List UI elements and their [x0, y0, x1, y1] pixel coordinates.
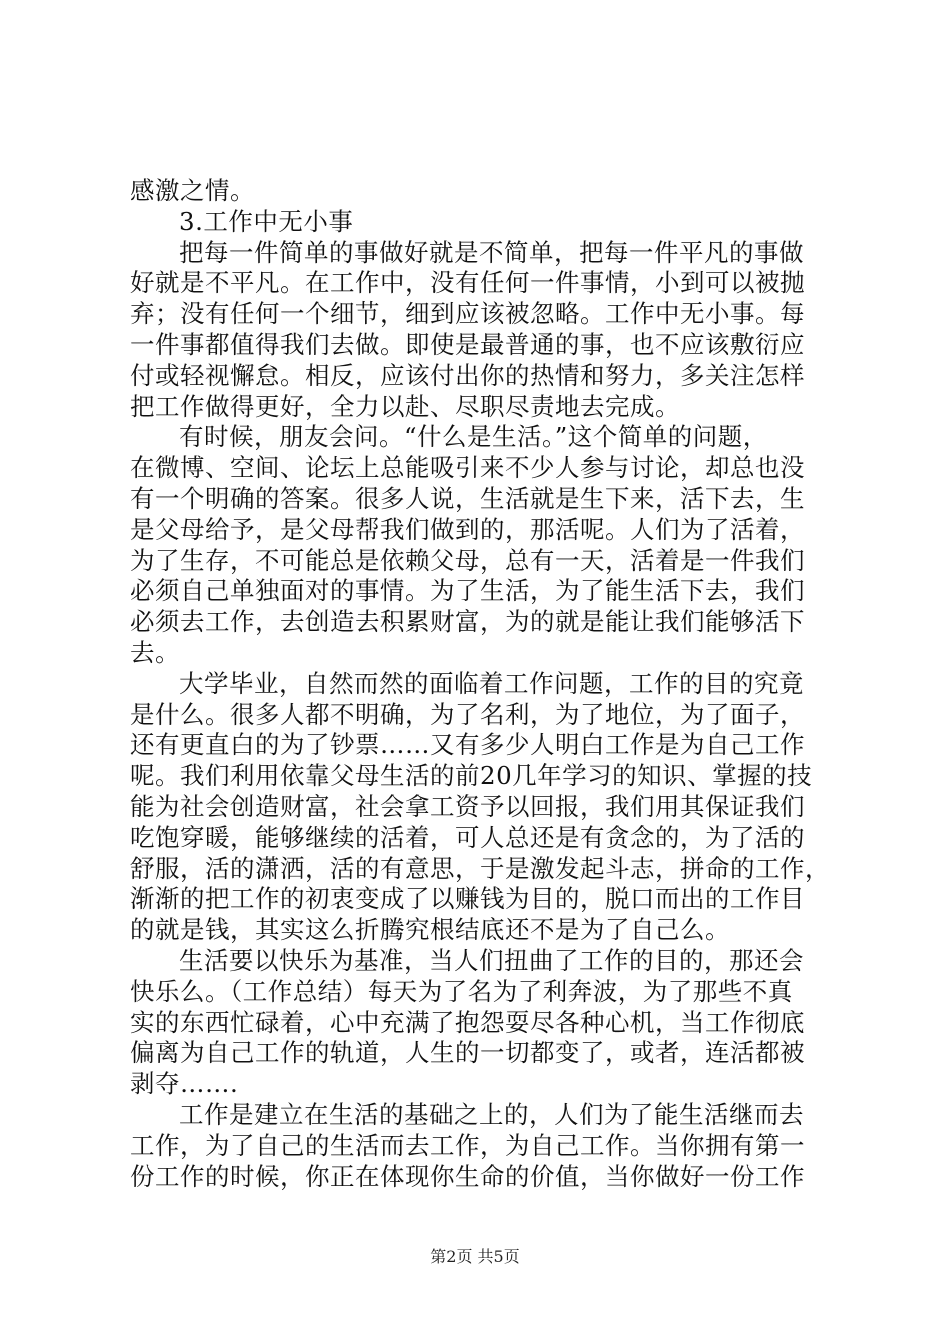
text-line: 一件事都值得我们去做。即使是最普通的事，也不应该敷衍应 — [130, 329, 805, 359]
text-line: 为了生存，不可能总是依赖父母，总有一天，活着是一件我们 — [130, 545, 805, 575]
text-line: 快乐么。（工作总结）每天为了名为了利奔波，为了那些不真 — [130, 976, 793, 1006]
document-body — [130, 176, 830, 1192]
text-line: 必须去工作，去创造去积累财富，为的就是能让我们能够活下 — [130, 607, 805, 637]
text-line: 3.工作中无小事 — [179, 206, 354, 236]
text-line: 大学毕业，自然而然的面临着工作问题，工作的目的究竟 — [179, 668, 804, 698]
text-line: 生活要以快乐为基准，当人们扭曲了工作的目的，那还会 — [179, 945, 804, 975]
text-line: 份工作的时候，你正在体现你生命的价值，当你做好一份工作 — [130, 1161, 805, 1191]
text-line: 必须自己单独面对的事情。为了生活，为了能生活下去，我们 — [130, 576, 805, 606]
text-line: 把每一件简单的事做好就是不简单，把每一件平凡的事做 — [179, 237, 804, 267]
text-line: 弃；没有任何一个细节，细到应该被忽略。工作中无小事。每 — [130, 299, 805, 329]
text-line: 有时候，朋友会问。“什么是生活。”这个简单的问题， — [179, 422, 768, 452]
text-line: 的就是钱，其实这么折腾究根结底还不是为了自己么。 — [130, 915, 730, 945]
text-line: 是父母给予，是父母帮我们做到的，那活呢。人们为了活着， — [130, 514, 805, 544]
text-line: 还有更直白的为了钞票……又有多少人明白工作是为自己工作 — [130, 730, 805, 760]
text-line: 实的东西忙碌着，心中充满了抱怨耍尽各种心机，当工作彻底 — [130, 1007, 805, 1037]
text-line: 感激之情。 — [130, 176, 255, 205]
text-line: 吃饱穿暖，能够继续的活着，可人总还是有贪念的，为了活的 — [130, 822, 805, 852]
text-line: 呢。我们利用依靠父母生活的前20几年学习的知识、掌握的技 — [130, 761, 813, 791]
text-line: 渐渐的把工作的初衷变成了以赚钱为目的，脱口而出的工作目 — [130, 884, 805, 914]
text-line: 工作，为了自己的生活而去工作，为自己工作。当你拥有第一 — [130, 1130, 805, 1160]
text-line: 偏离为自己工作的轨道，人生的一切都变了，或者，连活都被 — [130, 1038, 805, 1068]
text-line: 舒服，活的潇洒，活的有意思，于是激发起斗志，拼命的工作， — [130, 853, 830, 883]
text-line: 有一个明确的答案。很多人说，生活就是生下来，活下去，生 — [130, 483, 805, 513]
text-line: 在微博、空间、论坛上总能吸引来不少人参与讨论，却总也没 — [130, 453, 805, 483]
text-line: 是什么。很多人都不明确，为了名利，为了地位，为了面子， — [130, 699, 805, 729]
text-line: 付或轻视懈怠。相反，应该付出你的热情和努力，多关注怎样 — [130, 360, 805, 390]
page-footer: 第2页 共5页 — [430, 1247, 520, 1266]
text-line: 把工作做得更好，全力以赴、尽职尽责地去完成。 — [130, 391, 680, 421]
text-line: 剥夺……. — [130, 1069, 239, 1099]
text-line: 去。 — [130, 637, 180, 667]
text-line: 好就是不平凡。在工作中，没有任何一件事情，小到可以被抛 — [130, 268, 805, 298]
text-line: 能为社会创造财富，社会拿工资予以回报，我们用其保证我们 — [130, 791, 805, 821]
text-line: 工作是建立在生活的基础之上的，人们为了能生活继而去 — [179, 1099, 804, 1129]
